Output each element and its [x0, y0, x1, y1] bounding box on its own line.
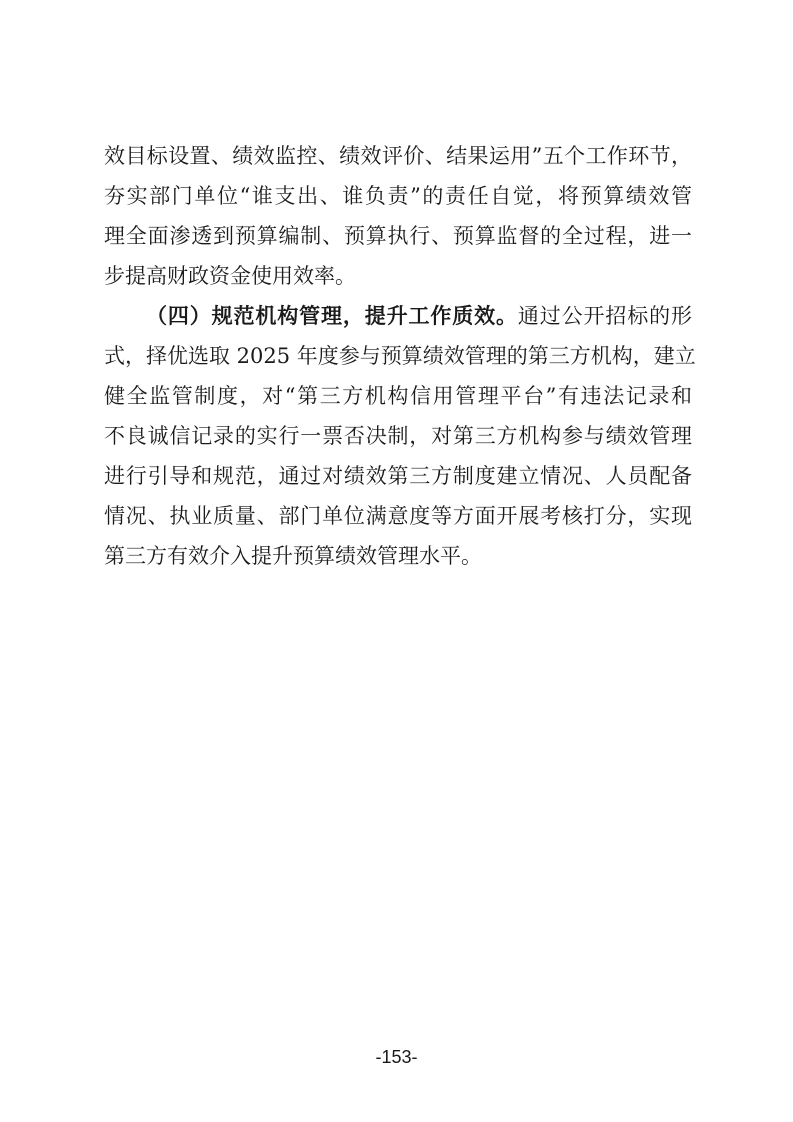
paragraph-1-line-3: 理全面渗透到预算编制、预算执行、预算监督的全过程，进一 [104, 224, 692, 248]
paragraph-2-line-5: 进行引导和规范，通过对绩效第三方制度建立情况、人员配备 [104, 464, 692, 488]
paragraph-1-line-4: 步提高财政资金使用效率。 [104, 264, 356, 288]
paragraph-2-line-6: 情况、执业质量、部门单位满意度等方面开展考核打分，实现 [104, 504, 692, 528]
paragraph-2-line-4: 不良诚信记录的实行一票否决制，对第三方机构参与绩效管理 [104, 424, 692, 448]
page-number: -153- [375, 1047, 418, 1067]
paragraph-2-line-7: 第三方有效介入提升预算绩效管理水平。 [104, 544, 482, 568]
paragraph-1-line-1: 效目标设置、绩效监控、绩效评价、结果运用”五个工作环节， [104, 144, 692, 168]
paragraph-2-first-line-text: 通过公开招标的形 [517, 304, 692, 328]
paragraph-2-first-line [146, 302, 692, 330]
paragraph-2-line-2: 式，择优选取 2025 年度参与预算绩效管理的第三方机构，建立 [104, 344, 696, 368]
section-heading: （四）规范机构管理，提升工作质效。 [146, 304, 518, 328]
paragraph-1-line-2: 夯实部门单位“谁支出、谁负责”的责任自觉，将预算绩效管 [104, 184, 692, 208]
paragraph-2-line-3: 健全监管制度，对“第三方机构信用管理平台”有违法记录和 [104, 384, 692, 408]
